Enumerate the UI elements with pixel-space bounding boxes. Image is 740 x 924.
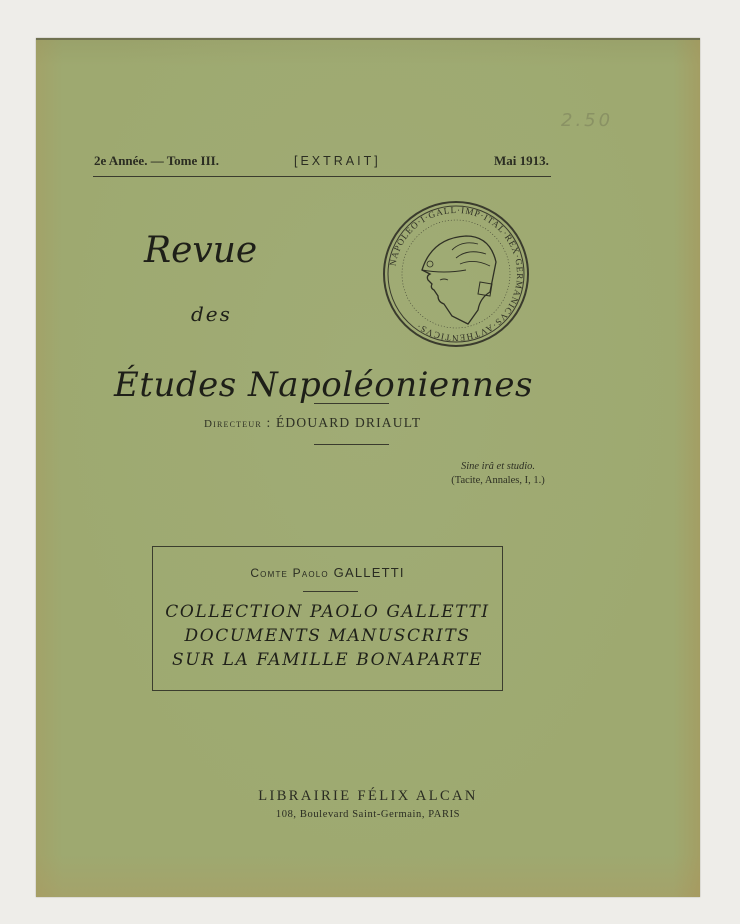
- napoleon-medal-icon: [382, 200, 530, 348]
- article-box-rule: [303, 591, 358, 592]
- article-author: [153, 565, 502, 580]
- volume-info: 2e Année. — Tome III.: [94, 153, 219, 168]
- director-separator: :: [266, 415, 272, 430]
- extrait-label: [EXTRAIT]: [294, 154, 381, 168]
- publisher-name: LIBRAIRIE FÉLIX ALCAN: [258, 788, 478, 804]
- director-rule-bottom: [314, 444, 389, 445]
- title-etudes-napoleoniennes: Études Napoléoniennes: [114, 365, 533, 405]
- author-name: GALLETTI: [333, 565, 405, 580]
- issue-date: Mai 1913.: [494, 153, 549, 168]
- publisher-address: 108, Boulevard Saint-Germain, PARIS: [275, 809, 461, 820]
- epigraph-quote: Sine irâ et studio.: [460, 461, 536, 472]
- pencil-price-note: 2.50: [561, 110, 614, 131]
- title-revue: Revue: [144, 230, 258, 271]
- author-prefix: Comte Paolo: [250, 566, 329, 580]
- director-name: ÉDOUARD DRIAULT: [275, 415, 422, 430]
- article-title-line-1: COLLECTION PAOLO GALLETTI: [165, 602, 490, 622]
- director-line: [204, 415, 421, 431]
- article-title-line-2: DOCUMENTS MANUSCRITS: [184, 626, 471, 646]
- article-box: [152, 546, 503, 691]
- director-label: Directeur: [204, 418, 262, 430]
- epigraph-source: (Tacite, Annales, I, 1.): [451, 475, 545, 486]
- svg-text:NAPOLEO·I·GALL·IMP·ITAL·REX·GE: NAPOLEO·I·GALL·IMP·ITAL·REX·GERMANICVS·AVTHENTICVS·: [387, 204, 526, 344]
- journal-cover-page: [36, 38, 700, 897]
- article-title-line-3: SUR LA FAMILLE BONAPARTE: [172, 650, 483, 670]
- title-des: des: [191, 302, 232, 326]
- director-rule-top: [314, 403, 389, 404]
- header-rule: [93, 176, 551, 177]
